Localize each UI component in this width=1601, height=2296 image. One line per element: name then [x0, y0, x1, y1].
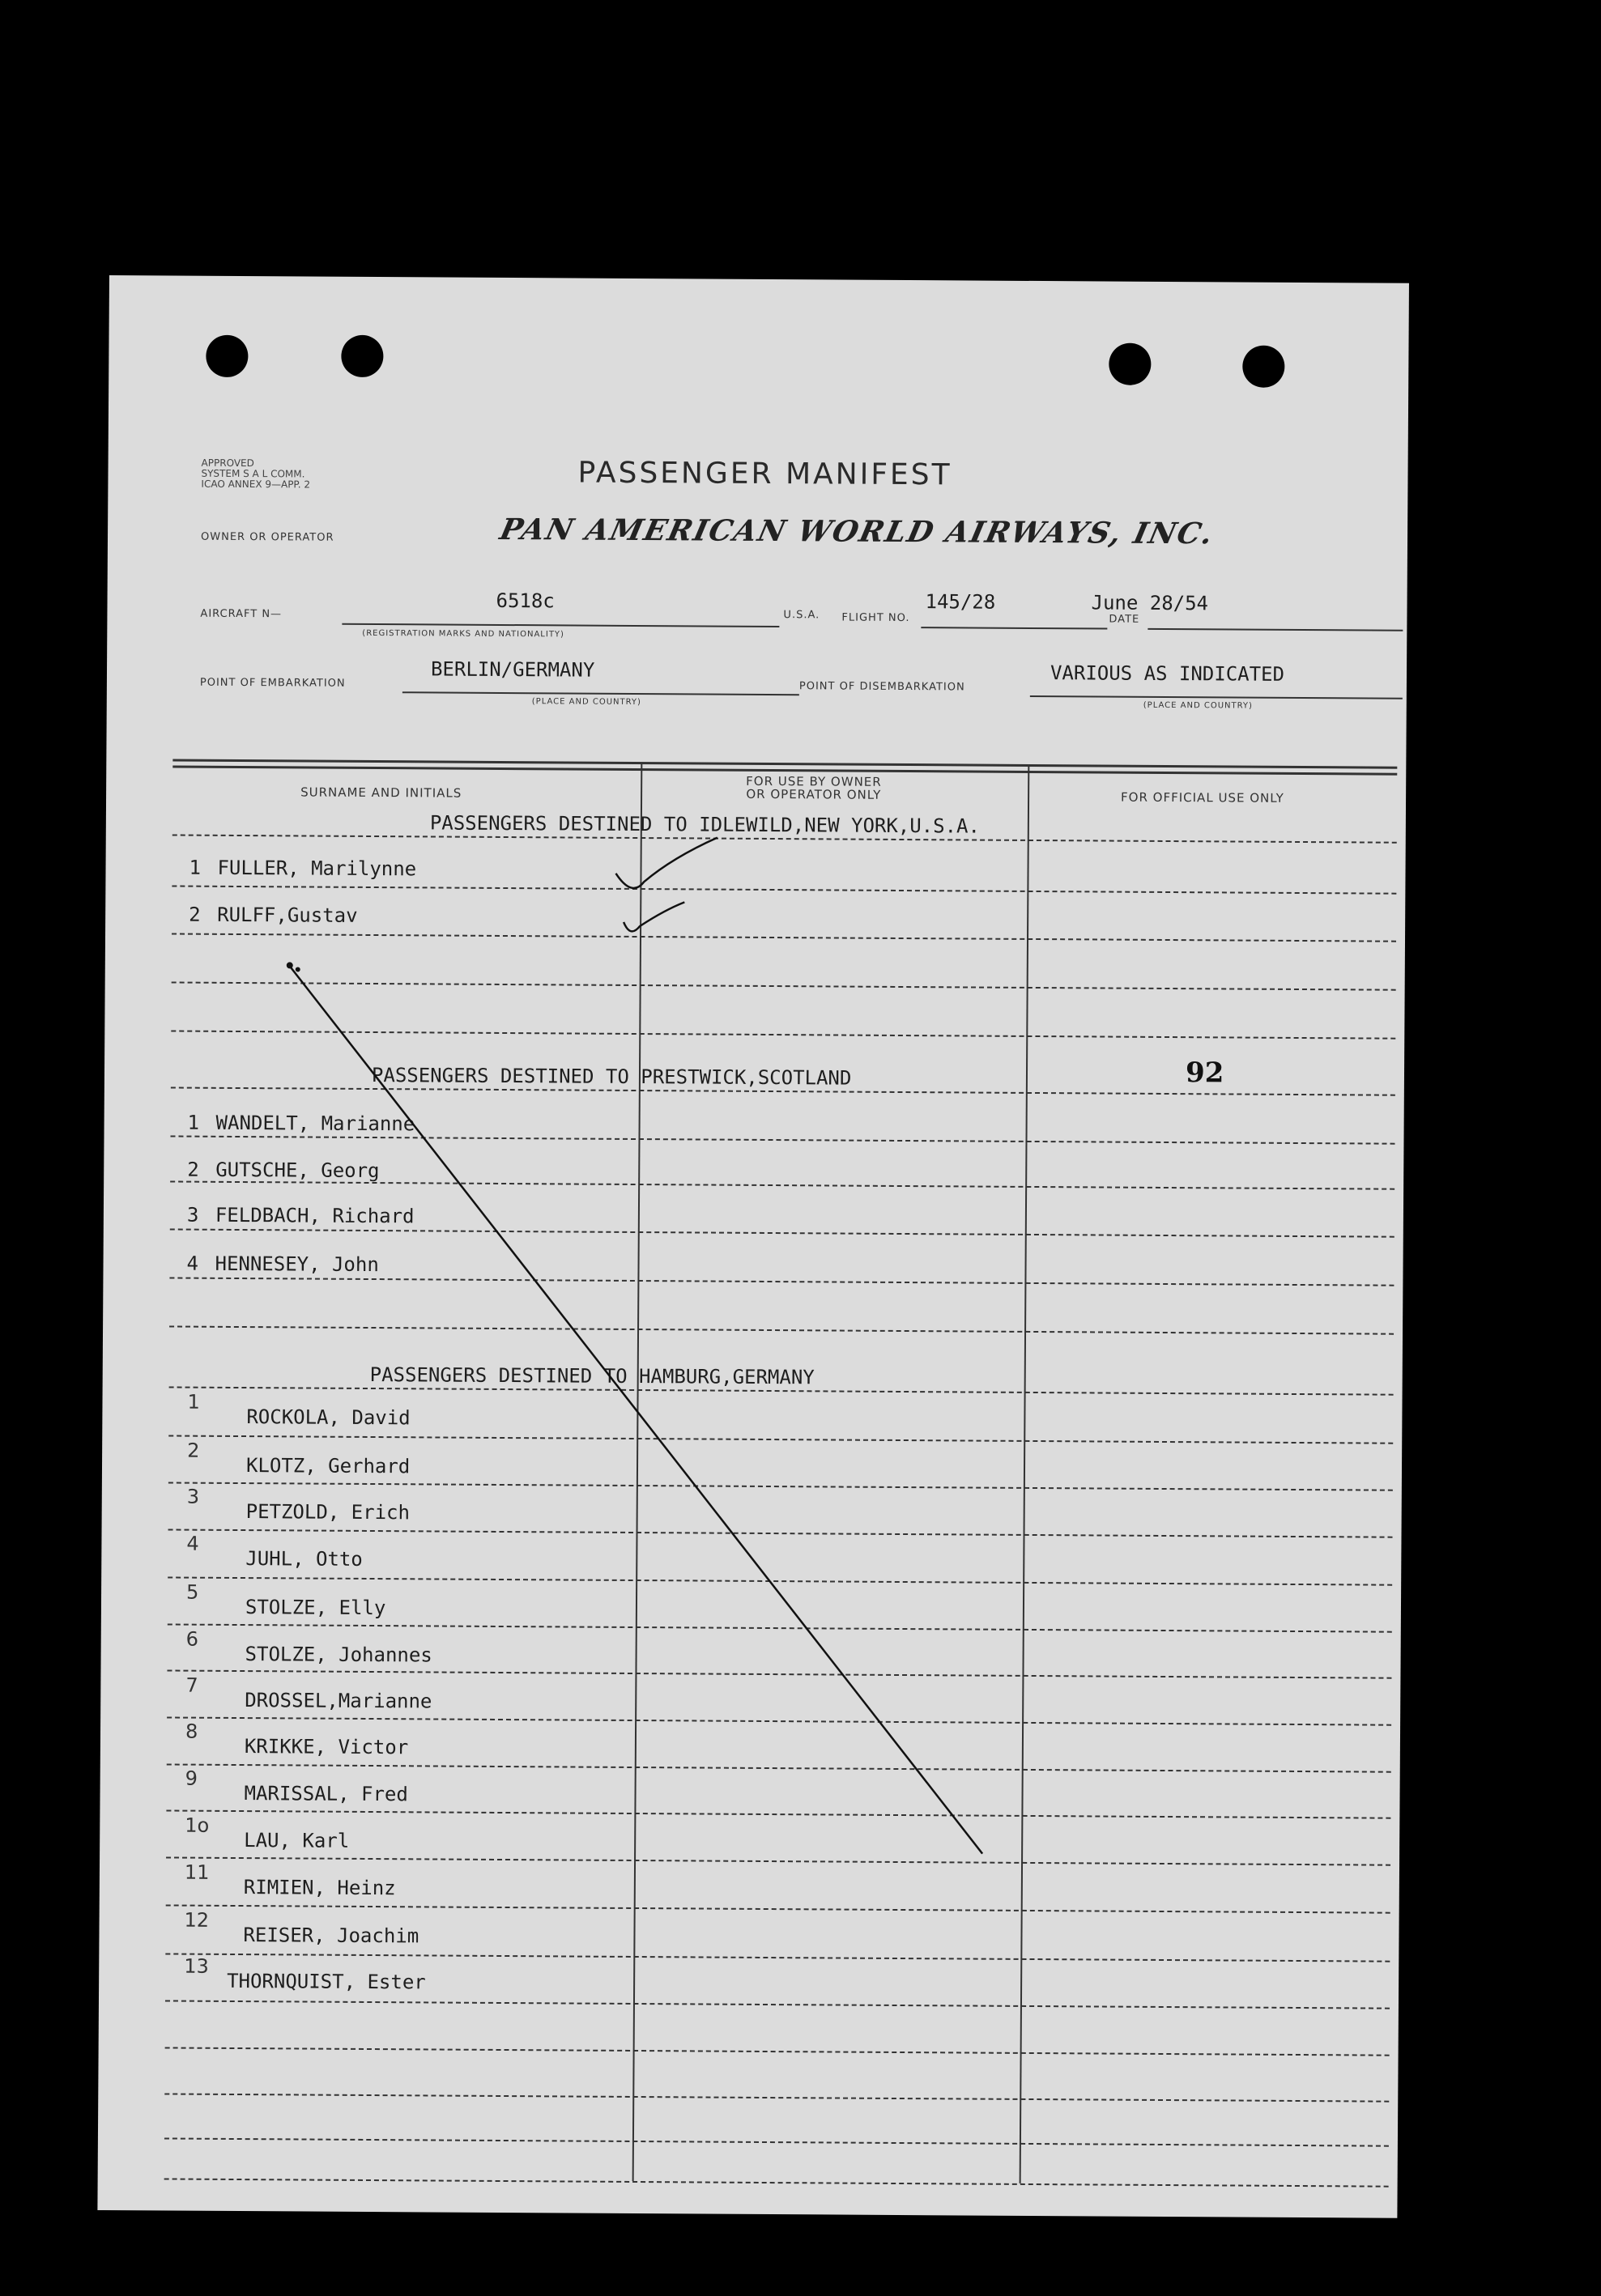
- form-title: PASSENGER MANIFEST: [577, 456, 952, 492]
- passenger-number: 4: [186, 1532, 199, 1555]
- manifest-page: [97, 275, 1409, 2218]
- official-mark: 92: [1185, 1057, 1224, 1090]
- flight-no-value: 145/28: [925, 590, 996, 614]
- passenger-number: 1: [187, 1111, 200, 1134]
- passenger-name: FULLER, Marilynne: [217, 856, 417, 881]
- passenger-number: 7: [185, 1673, 198, 1697]
- passenger-name: STOLZE, Elly: [245, 1596, 386, 1620]
- passenger-name: DROSSEL,Marianne: [245, 1689, 432, 1713]
- destination-heading: PASSENGERS DESTINED TO IDLEWILD,NEW YORK,U.S.A.: [429, 811, 981, 838]
- passenger-name: PETZOLD, Erich: [245, 1500, 411, 1524]
- aircraft-label: AIRCRAFT N—: [200, 607, 283, 621]
- destination-heading: PASSENGERS DESTINED TO PRESTWICK,SCOTLAND: [371, 1063, 852, 1090]
- check-mark: [624, 902, 684, 932]
- airline-name: PAN AMERICAN WORLD AIRWAYS, INC.: [496, 512, 1218, 551]
- passenger-name: ROCKOLA, David: [246, 1405, 411, 1430]
- embarkation-sublabel: (PLACE AND COUNTRY): [531, 697, 641, 708]
- passenger-name: THORNQUIST, Ester: [227, 1969, 426, 1994]
- passenger-name: KLOTZ, Gerhard: [245, 1454, 411, 1478]
- column-header-official: FOR OFFICIAL USE ONLY: [1121, 789, 1284, 806]
- date-label: DATE: [1109, 613, 1140, 626]
- passenger-number: 1: [189, 856, 202, 879]
- passenger-name: RIMIEN, Heinz: [243, 1876, 396, 1900]
- destination-heading: PASSENGERS DESTINED TO HAMBURG,GERMANY: [369, 1363, 815, 1389]
- passenger-name: REISER, Joachim: [243, 1924, 419, 1948]
- passenger-number: 1o: [185, 1813, 210, 1837]
- passenger-name: FELDBACH, Richard: [215, 1203, 415, 1228]
- strike-line: [284, 966, 988, 1853]
- disembarkation-label: POINT OF DISEMBARKATION: [798, 680, 965, 694]
- passenger-number: 12: [184, 1908, 210, 1932]
- usa-label: U.S.A.: [783, 609, 820, 622]
- disembarkation-sublabel: (PLACE AND COUNTRY): [1143, 700, 1253, 711]
- passenger-number: 8: [185, 1720, 198, 1743]
- column-header-names: SURNAME AND INITIALS: [300, 784, 462, 801]
- passenger-number: 2: [187, 1158, 199, 1181]
- passenger-name: LAU, Karl: [244, 1829, 350, 1852]
- passenger-name: GUTSCHE, Georg: [215, 1158, 380, 1183]
- owner-label: OWNER OR OPERATOR: [200, 530, 334, 544]
- passenger-number: 2: [187, 1439, 200, 1462]
- passenger-name: RULFF,Gustav: [217, 903, 358, 927]
- date-value: June 28/54: [1091, 591, 1209, 615]
- passenger-number: 3: [186, 1485, 200, 1508]
- passenger-number: 6: [185, 1627, 199, 1651]
- passenger-number: 9: [185, 1767, 198, 1790]
- passenger-number: 3: [186, 1203, 199, 1227]
- disembarkation-value: VARIOUS AS INDICATED: [1050, 661, 1285, 686]
- column-header-owner: FOR USE BY OWNER OR OPERATOR ONLY: [746, 773, 882, 802]
- pen-marks: [97, 275, 1409, 2218]
- passenger-number: 13: [184, 1954, 209, 1978]
- check-mark: [615, 837, 717, 889]
- aircraft-sublabel: (REGISTRATION MARKS AND NATIONALITY): [362, 628, 564, 640]
- passenger-number: 4: [186, 1252, 199, 1275]
- passenger-name: HENNESEY, John: [215, 1252, 379, 1277]
- passenger-name: WANDELT, Marianne: [215, 1111, 415, 1136]
- passenger-number: 2: [189, 903, 201, 926]
- embarkation-value: BERLIN/GERMANY: [430, 657, 595, 682]
- embarkation-label: POINT OF EMBARKATION: [199, 676, 346, 690]
- approval-note: APPROVED SYSTEM S A L COMM. ICAO ANNEX 9—APP. 2: [201, 457, 311, 491]
- passenger-number: 1: [187, 1390, 200, 1414]
- passenger-number: 5: [185, 1580, 199, 1604]
- aircraft-value: 6518c: [496, 589, 555, 613]
- passenger-number: 11: [184, 1860, 210, 1884]
- flight-label: FLIGHT NO.: [841, 611, 910, 625]
- passenger-name: MARISSAL, Fred: [244, 1782, 408, 1806]
- passenger-name: STOLZE, Johannes: [245, 1643, 432, 1667]
- passenger-name: JUHL, Otto: [245, 1547, 363, 1571]
- passenger-name: KRIKKE, Victor: [244, 1735, 409, 1759]
